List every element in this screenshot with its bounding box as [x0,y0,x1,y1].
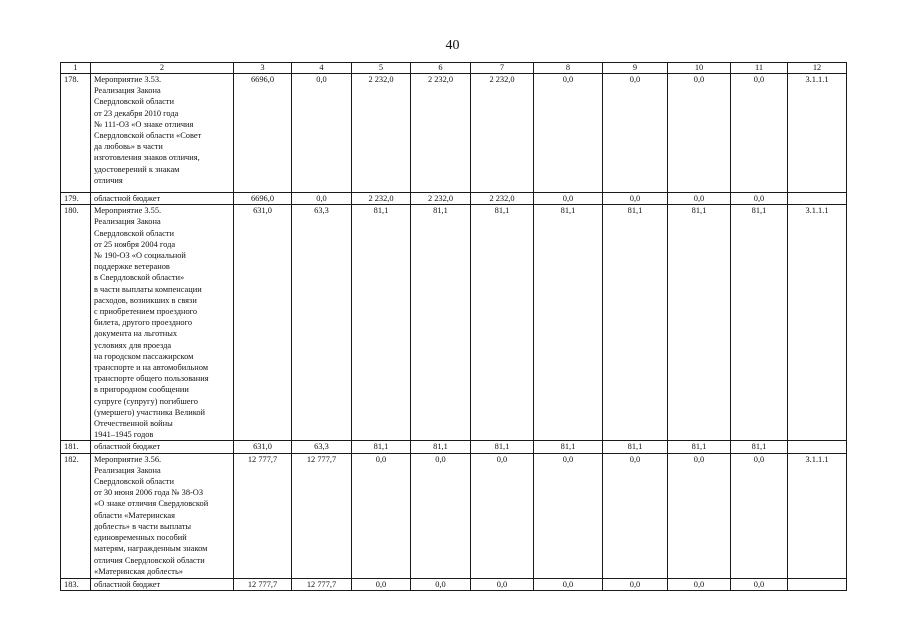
target-indicator [788,441,847,453]
header-col-10: 10 [668,63,731,74]
value-col-4: 63,3 [292,441,352,453]
description-line: поддержке ветеранов [94,262,170,272]
value-col-5: 2 232,0 [352,74,411,193]
description-line: Свердловской области [94,97,174,107]
header-col-4: 4 [292,63,352,74]
row-number: 178. [61,74,91,193]
value-col-5: 81,1 [352,205,411,441]
target-indicator: 3.1.1.1 [788,74,847,193]
value-col-7: 2 232,0 [471,193,534,205]
description-line: от 30 июня 2006 года № 38-ОЗ [94,488,204,498]
table-header [61,63,847,74]
target-indicator [788,193,847,205]
value-col-4: 12 777,7 [292,453,352,578]
description-line: отличия Свердловской области [94,555,205,565]
header-col-9: 9 [603,63,668,74]
budget-table [60,62,847,591]
header-col-12: 12 [788,63,847,74]
row-number: 183. [61,578,91,590]
description-line: отличия [94,175,123,185]
header-row [61,63,847,74]
value-col-7: 0,0 [471,578,534,590]
value-col-9: 0,0 [603,453,668,578]
description-line: Свердловской области [94,477,174,487]
header-col-6: 6 [411,63,471,74]
page-number: 40 [445,38,460,53]
value-col-6: 2 232,0 [411,193,471,205]
value-col-3: 631,0 [234,441,292,453]
value-col-9: 0,0 [603,578,668,590]
value-col-11: 0,0 [731,453,788,578]
description-line: Свердловской области [94,228,174,238]
description-line: в пригородном сообщении [94,385,189,395]
description-line: Реализация Закона [94,217,161,227]
description-line: 1941–1945 годов [94,430,154,440]
description-line: Свердловской области «Совет [94,131,202,141]
value-col-6: 81,1 [411,441,471,453]
header-col-8: 8 [534,63,603,74]
value-col-11: 81,1 [731,441,788,453]
value-col-11: 0,0 [731,193,788,205]
value-col-6: 81,1 [411,205,471,441]
value-col-10: 0,0 [668,193,731,205]
value-col-3: 6696,0 [234,74,292,193]
table-row [61,578,847,590]
description-line: единовременных пособий [94,533,187,543]
description-line: области «Материнская [94,510,175,520]
value-col-9: 81,1 [603,441,668,453]
value-col-4: 63,3 [292,205,352,441]
value-col-11: 0,0 [731,578,788,590]
description-line: областной бюджет [94,194,161,203]
header-col-3: 3 [234,63,292,74]
value-col-3: 6696,0 [234,193,292,205]
value-col-7: 81,1 [471,205,534,441]
header-col-5: 5 [352,63,411,74]
description-line: удостоверений к знакам [94,164,180,174]
value-col-8: 81,1 [534,205,603,441]
value-col-7: 0,0 [471,453,534,578]
value-col-4: 0,0 [292,74,352,193]
value-col-5: 2 232,0 [352,193,411,205]
value-col-11: 81,1 [731,205,788,441]
value-col-5: 0,0 [352,453,411,578]
value-col-8: 0,0 [534,74,603,193]
value-col-11: 0,0 [731,74,788,193]
description-line: условиях для проезда [94,340,172,350]
description-line: от 25 ноября 2004 года [94,239,176,249]
value-col-10: 0,0 [668,578,731,590]
description-line: «О знаке отличия Свердловской [94,499,209,509]
value-col-8: 0,0 [534,578,603,590]
description-line: № 111-ОЗ «О знаке отличия [94,119,194,129]
value-col-7: 81,1 [471,441,534,453]
table-row [61,205,847,441]
value-col-7: 2 232,0 [471,74,534,193]
row-number: 180. [61,205,91,441]
header-col-11: 11 [731,63,788,74]
description-line: матерям, награжденным знаком [94,544,208,554]
value-col-4: 12 777,7 [292,578,352,590]
description-line: Мероприятие 3.55. [94,206,162,216]
description-line: расходов, возникших в связи [94,295,197,305]
value-col-5: 81,1 [352,441,411,453]
target-indicator: 3.1.1.1 [788,205,847,441]
header-col-1: 1 [61,63,91,74]
description-line: транспорте общего пользования [94,374,209,384]
value-col-10: 0,0 [668,74,731,193]
description-line: изготовления знаков отличия, [94,153,200,163]
value-col-6: 0,0 [411,578,471,590]
header-col-7: 7 [471,63,534,74]
description-line: транспорте и на автомобильном [94,363,209,373]
value-col-10: 81,1 [668,441,731,453]
table-row [61,74,847,193]
row-description [91,205,234,441]
description-line: с приобретением проездного [94,307,198,317]
row-description [91,193,234,205]
header-col-2: 2 [91,63,234,74]
row-number: 179. [61,193,91,205]
row-number: 181. [61,441,91,453]
description-line: супруге (супругу) погибшего [94,396,198,406]
description-line: Реализация Закона [94,86,161,96]
description-line: доблесть» в части выплаты [94,521,192,531]
value-col-5: 0,0 [352,578,411,590]
description-line: да любовь» в части [94,142,163,152]
description-line: на городском пассажирском [94,351,194,361]
value-col-9: 81,1 [603,205,668,441]
description-line: областной бюджет [94,579,161,589]
value-col-10: 0,0 [668,453,731,578]
description-line: областной бюджет [94,442,161,452]
value-col-6: 2 232,0 [411,74,471,193]
description-line: (умершего) участника Великой [94,407,206,417]
description-line: № 190-ОЗ «О социальной [94,251,186,261]
value-col-3: 12 777,7 [234,453,292,578]
description-line: документа на льготных [94,329,178,339]
description-line: «Материнская доблесть» [94,566,183,576]
table-row [61,193,847,205]
value-col-9: 0,0 [603,74,668,193]
table-row [61,453,847,578]
description-line: в Свердловской области» [94,273,185,283]
target-indicator: 3.1.1.1 [788,453,847,578]
description-line: Мероприятие 3.53. [94,75,162,84]
value-col-3: 631,0 [234,205,292,441]
value-col-3: 12 777,7 [234,578,292,590]
table-row [61,441,847,453]
value-col-8: 0,0 [534,193,603,205]
row-description [91,578,234,590]
description-line: в части выплаты компенсации [94,284,202,294]
value-col-8: 81,1 [534,441,603,453]
value-col-8: 0,0 [534,453,603,578]
value-col-10: 81,1 [668,205,731,441]
row-description [91,74,234,193]
row-description [91,453,234,578]
description-line: Реализация Закона [94,465,161,475]
table-body [61,74,847,591]
description-line: Мероприятие 3.56. [94,454,162,464]
row-number: 182. [61,453,91,578]
row-description [91,441,234,453]
target-indicator [788,578,847,590]
description-line: от 23 декабря 2010 года [94,108,179,118]
value-col-9: 0,0 [603,193,668,205]
value-col-4: 0,0 [292,193,352,205]
value-col-6: 0,0 [411,453,471,578]
description-line: Отечественной войны [94,419,173,429]
description-line: билета, другого проездного [94,318,193,328]
